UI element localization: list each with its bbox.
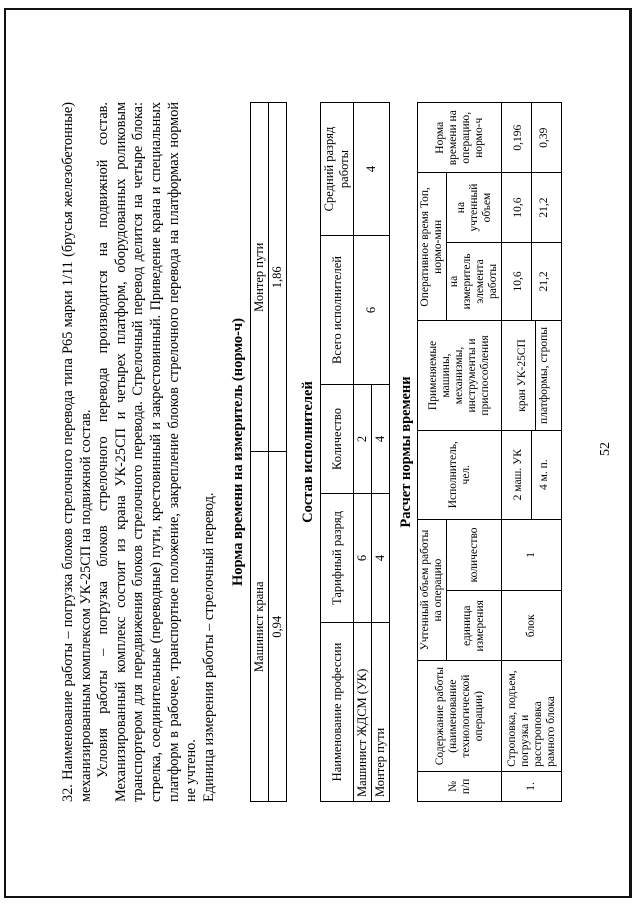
norm-heading: Норма времени на измеритель (нормо-ч) <box>230 318 246 586</box>
norm-track: 0,39 <box>538 127 550 148</box>
crew-row-profession: Монтер пути <box>372 623 390 802</box>
calc-row-op-per-volume <box>502 173 562 242</box>
op-per-unit-track: 21,2 <box>538 271 550 292</box>
crew-row-count: 4 <box>372 385 390 494</box>
norm-value-track: 1,86 <box>269 103 287 453</box>
crew-row-count: 2 <box>354 385 372 494</box>
calc-header-per-volume: на учтенный объем <box>447 173 502 242</box>
crew-header-count: Количество <box>321 385 354 494</box>
op-per-volume-track: 21,2 <box>538 197 550 218</box>
norm-machinists: 0,196 <box>506 103 532 172</box>
intro-text <box>60 102 218 802</box>
crew-total: 6 <box>354 236 390 385</box>
calc-row-op-per-unit <box>502 242 562 321</box>
calc-header-per-unit: на измеритель элемента работы <box>447 242 502 321</box>
calc-header-machines: Применяемые машины, механизмы, инструменты и приспособления <box>418 321 502 430</box>
unit-of-measure: Единица измерения работы – стрелочный перевод. <box>200 492 217 802</box>
calc-header-content: Содержание работы (наименование технологической операции) <box>418 661 502 771</box>
crew-header-total: Всего исполнителей <box>321 236 354 385</box>
crew-heading: Состав исполнителей <box>300 381 316 523</box>
calc-header-qty: количество <box>447 519 502 590</box>
calc-header-norm: Норма времени на операцию, нормо-ч <box>418 103 502 173</box>
machine-platforms: платформы, стропы <box>538 327 550 424</box>
op-per-unit-machinists: 10,6 <box>506 243 532 321</box>
calc-heading: Расчет нормы времени <box>398 376 414 528</box>
crew-header-grade: Тарифный разряд <box>321 494 354 623</box>
calc-row-unit: блок <box>502 591 562 661</box>
work-conditions: Условия работы – погрузка блоков стрелочного перевода производится на подвижной состав. Механизированный комплекс состоит из крана УК-25СП и четырех платформ, оборудованных роликовым транспортером для передвижения блоков стрелочного перевода. Стрелочный перевод делится на четыре блока: стрелка, соединительные (переводные) пути, крестовинный и закрестовинный. Приведение крана и специальных платформ в рабочее, транспортное положение, закрепление блоков стрелочного перевода на платформах нормой не учтено. <box>95 102 200 802</box>
calc-row-qty: 1 <box>502 519 562 590</box>
calc-header-unit: единица измерения <box>447 591 502 661</box>
op-per-volume-machinists: 10,6 <box>506 173 532 241</box>
calc-row-num: 1. <box>502 771 562 801</box>
calc-header-num: № п/п <box>418 771 502 801</box>
calc-row-executor <box>502 430 562 519</box>
crew-avg-grade: 4 <box>354 103 390 236</box>
calc-row-content: Строповка, подъем, погрузка и расстроповка рамного блока <box>502 661 562 771</box>
calc-header-volume: Учтенный объем работы на операцию <box>418 519 447 661</box>
norm-value-crane: 0,94 <box>269 452 287 802</box>
crew-table <box>320 102 390 802</box>
norm-header-crane: Машинист крана <box>251 452 269 802</box>
crew-header-avg: Средний разряд работы <box>321 103 354 236</box>
work-title: 32. Наименование работы – погрузка блоков стрелочного перевода типа Р65 марки 1/11 (брусья железобетонные) механизированным комплексом УК-25СП на подвижной состав. <box>60 102 94 802</box>
machine-crane: кран УК-25СП <box>510 321 536 429</box>
calc-row-norm <box>502 103 562 173</box>
crew-row-profession: Машинист ЖДСМ (УК) <box>354 623 372 802</box>
crew-row-grade: 4 <box>372 494 390 623</box>
norm-header-track: Монтер пути <box>251 103 269 453</box>
calc-header-optime: Оперативное время Топ, нормо-мин <box>418 173 447 321</box>
page-number: 52 <box>598 442 613 456</box>
calc-table <box>417 102 562 802</box>
executor-machinists: 2 маш. УК <box>506 431 532 519</box>
calc-row-machines <box>502 321 562 430</box>
rotated-content <box>60 102 620 802</box>
crew-header-profession: Наименование профессии <box>321 623 354 802</box>
executor-track-workers: 4 м. п. <box>538 459 550 491</box>
crew-row-grade: 6 <box>354 494 372 623</box>
norm-table <box>250 102 287 802</box>
calc-header-executor: Исполнитель, чел. <box>418 430 502 519</box>
